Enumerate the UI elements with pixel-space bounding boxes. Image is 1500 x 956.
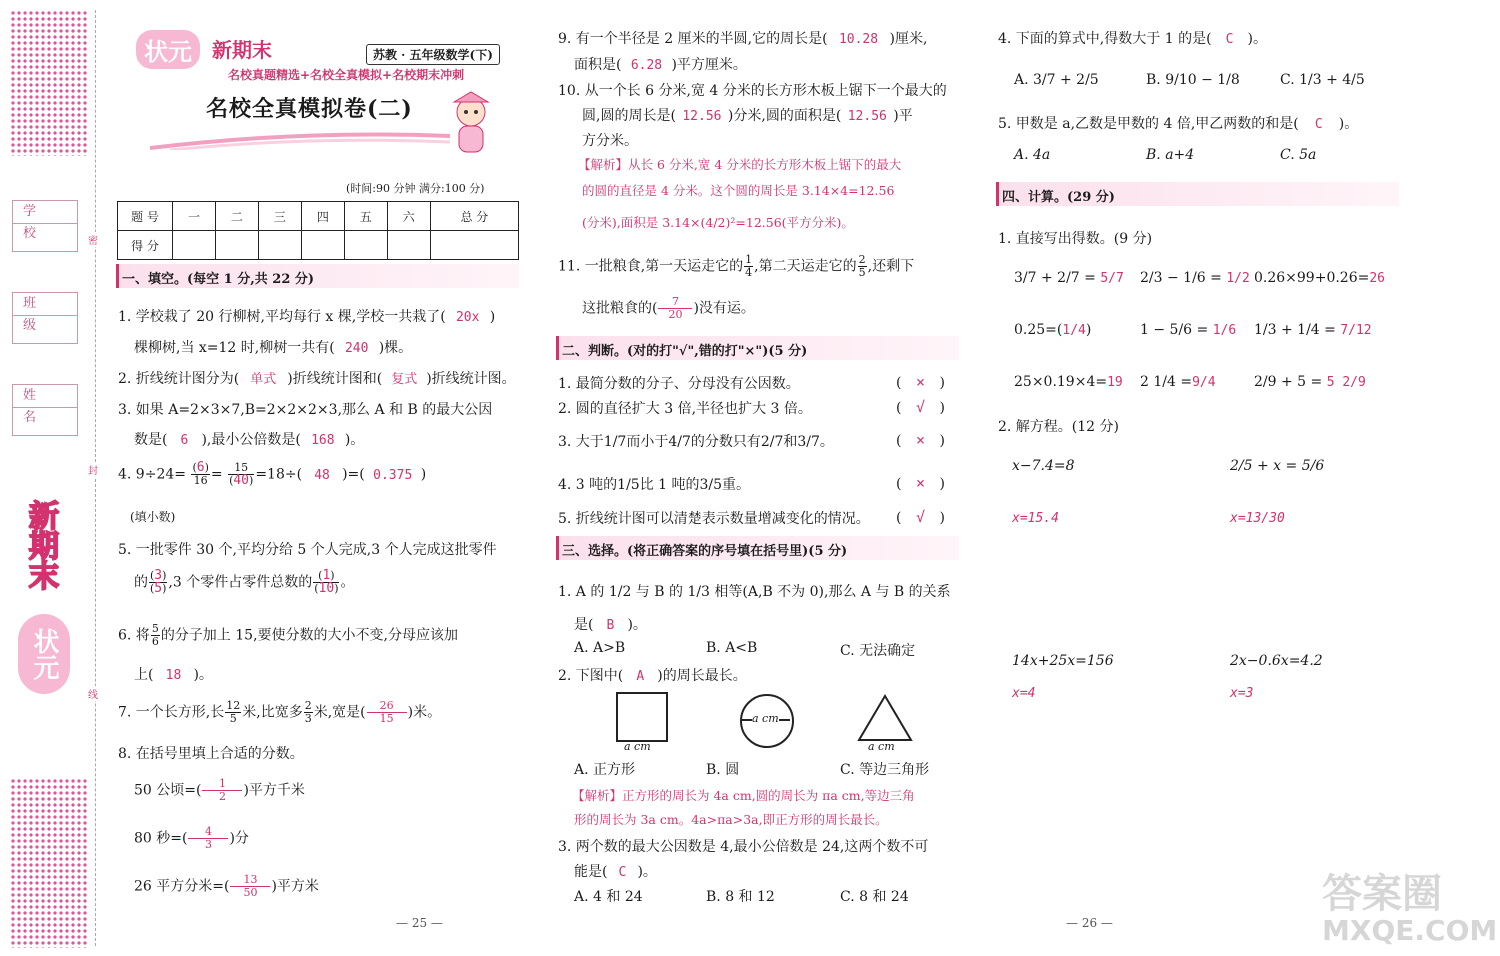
q4-line: 4. 9÷24= $\frac{(6)}{16}$ = $\frac{15}{(40)}$ =18÷( 48 )=( 0.375 ): [118, 460, 427, 488]
choice-5-answer[interactable]: C: [1314, 117, 1323, 132]
equation-4-answer[interactable]: x=3: [1230, 686, 1254, 701]
q5-fraction-2: $\frac{(1)}{(10)}$: [314, 568, 339, 596]
score-header-cell: 题 号: [118, 202, 173, 231]
equation-2-answer[interactable]: x=13/30: [1230, 511, 1285, 526]
equation-3: 14x+25x=156: [1012, 653, 1114, 669]
judge-4: 4. 3 吨的1/5比 1 吨的3/5重。: [558, 477, 751, 493]
paper-title: 名校全真模拟卷(二): [206, 96, 413, 122]
score-cell[interactable]: [173, 231, 216, 260]
score-row-label: 得 分: [118, 231, 173, 260]
choice-1-option-a[interactable]: A. A>B: [574, 640, 626, 656]
score-cell[interactable]: [258, 231, 301, 260]
seal-xian: 线: [88, 686, 98, 701]
q8b-line: 80 秒=( $\frac{4}{3}$ )分: [134, 825, 249, 851]
choice-3-answer[interactable]: C: [618, 865, 627, 880]
calc-r1c3: 0.26×99+0.26=26: [1254, 270, 1386, 286]
equation-title: 2. 解方程。(12 分): [998, 419, 1119, 435]
q11-line2: 这批粮食的( $\frac{7}{20}$ )没有运。: [582, 295, 755, 321]
choice-3-option-b[interactable]: B. 8 和 12: [706, 889, 775, 905]
name-field[interactable]: 姓 名: [12, 384, 78, 436]
score-header-cell: 总 分: [430, 202, 518, 231]
q3-line2: 数是( 6 ),最小公倍数是( 168 )。: [134, 432, 365, 448]
calc-r3c1: 25×0.19×4=19: [1014, 374, 1123, 390]
section-3-title: 三、选择。(将正确答案的序号填在括号里)(5 分): [562, 544, 848, 559]
q10-answer-2[interactable]: 12.56: [847, 109, 887, 124]
q2-line: 2. 折线统计图分为( 单式 )折线统计图和( 复式 )折线统计图。: [118, 368, 516, 388]
q8c-answer[interactable]: $\frac{13}{50}$: [230, 874, 270, 899]
seal-feng: 封: [88, 462, 98, 477]
choice-5-option-a[interactable]: A. 4a: [1014, 147, 1051, 163]
choice-5-option-b[interactable]: B. a+4: [1146, 147, 1195, 163]
section-4-title: 四、计算。(29 分): [1002, 190, 1115, 205]
score-header-cell: 三: [258, 202, 301, 231]
q2-answer-1[interactable]: 单式: [250, 372, 277, 387]
watermark-url: MXQE.COM: [1322, 914, 1498, 947]
q10-line2: 圆,圆的周长是( 12.56 )分米,圆的面积是( 12.56 )平: [582, 108, 913, 124]
calc-r3c3: 2/9 + 5 = 5 2/9: [1254, 374, 1366, 390]
choice-3-option-a[interactable]: A. 4 和 24: [574, 889, 643, 905]
choice-1-option-c[interactable]: C. 无法确定: [840, 643, 916, 659]
vertical-brand-logo: 状元: [18, 614, 70, 694]
equation-2: 2/5 + x = 5/6: [1230, 458, 1325, 474]
q8c-line: 26 平方分米=( $\frac{13}{50}$ )平方米: [134, 873, 319, 899]
choice-5-option-c[interactable]: C. 5a: [1280, 147, 1317, 163]
q3-line1: 3. 如果 A=2×3×7,B=2×2×2×3,那么 A 和 B 的最大公因: [118, 402, 493, 418]
q7-line: 7. 一个长方形,长 $\frac{12}{5}$ 米,比宽多 $\frac{2}{3}$ 米,宽是( $\frac{26}{15}$ )米。: [118, 699, 442, 725]
score-cell[interactable]: [430, 231, 518, 260]
choice-2-option-a[interactable]: A. 正方形: [574, 762, 636, 778]
q4-fraction-2: $\frac{15}{(40)}$: [229, 461, 254, 488]
score-header-cell: 二: [215, 202, 258, 231]
triangle-label: a cm: [868, 740, 895, 753]
choice-2-answer[interactable]: A: [636, 669, 645, 684]
calc-r3c2: 2 1/4 =9/4: [1140, 374, 1216, 390]
choice-3-line1: 3. 两个数的最大公因数是 4,最小公倍数是 24,这两个数不可: [558, 839, 929, 855]
score-header-cell: 六: [387, 202, 430, 231]
judge-5-bracket[interactable]: ( √ ): [896, 508, 945, 526]
judge-3: 3. 大于1/7而小于4/7的分数只有2/7和3/7。: [558, 434, 834, 450]
header-swoosh: [150, 132, 450, 150]
q10-answer-1[interactable]: 12.56: [682, 109, 722, 124]
q9-answer-2[interactable]: 6.28: [630, 58, 663, 73]
choice-3-line2: 能是( C )。: [574, 864, 657, 880]
judge-4-bracket[interactable]: ( × ): [896, 474, 945, 492]
decor-dots-bottom: [10, 778, 88, 948]
judge-1-bracket[interactable]: ( × ): [896, 373, 945, 391]
judge-2-bracket[interactable]: ( √ ): [896, 398, 945, 416]
q6-answer[interactable]: 18: [165, 668, 182, 683]
calc-r1c2: 2/3 − 1/6 = 1/2: [1140, 270, 1250, 286]
watermark-logo: 答案圈: [1322, 871, 1442, 917]
circle-label: a cm: [752, 712, 779, 725]
q10-explanation-1: 【解析】从长 6 分米,宽 4 分米的长方形木板上锯下的最大: [578, 157, 902, 172]
slogan: 名校真题精选+名校全真模拟+名校期末冲刺: [228, 68, 465, 82]
q4-answer-3[interactable]: 48: [314, 467, 330, 483]
q1-line2: 棵柳树,当 x=12 时,柳树一共有( 240 )棵。: [134, 340, 413, 356]
binding-line: [95, 10, 96, 946]
q9-line1: 9. 有一个半径是 2 厘米的半圆,它的周长是( 10.28 )厘米,: [558, 31, 928, 47]
q11-line1: 11. 一批粮食,第一天运走它的 $\frac{1}{4}$ ,第二天运走它的 $\frac{2}{5}$ ,还剩下: [558, 253, 915, 279]
q3-answer-2[interactable]: 168: [311, 433, 335, 448]
q6-line1: 6. 将 $\frac{5}{6}$ 的分子加上 15,要使分数的大小不变,分母应该加: [118, 622, 458, 648]
score-header-cell: 一: [173, 202, 216, 231]
series-name: 新期末: [212, 38, 272, 62]
score-cell[interactable]: [215, 231, 258, 260]
brand-logo: 状元: [136, 30, 200, 69]
choice-2-explanation-1: 【解析】正方形的周长为 4a cm,圆的周长为 πa cm,等边三角: [572, 788, 915, 803]
judge-5: 5. 折线统计图可以清楚表示数量增减变化的情况。: [558, 511, 870, 527]
judge-3-bracket[interactable]: ( × ): [896, 431, 945, 449]
triangle-figure: [857, 694, 913, 746]
choice-2-option-b[interactable]: B. 圆: [706, 762, 740, 778]
calc-r2c1: 0.25=(1/4): [1014, 322, 1092, 338]
calc-r2c2: 1 − 5/6 = 1/6: [1140, 322, 1237, 338]
q10-explanation-3: (分米),面积是 3.14×(4/2)²=12.56(平方分米)。: [582, 215, 854, 230]
q8-title: 8. 在括号里填上合适的分数。: [118, 746, 304, 762]
square-label: a cm: [624, 740, 651, 753]
decor-dots-top: [10, 10, 88, 156]
calc-r1c1: 3/7 + 2/7 = 5/7: [1014, 270, 1124, 286]
square-figure: [616, 692, 668, 742]
calc-r2c3: 1/3 + 1/4 = 7/12: [1254, 322, 1372, 338]
choice-4-option-a[interactable]: A. 3/7 + 2/5: [1014, 72, 1099, 88]
q5-line2: 的 $\frac{(3)}{(5)}$ ,3 个零件占零件总数的 $\frac{(1)}{(10)}$ 。: [134, 568, 355, 596]
choice-4-option-c[interactable]: C. 1/3 + 4/5: [1280, 72, 1365, 88]
equation-1: x−7.4=8: [1012, 458, 1075, 474]
equation-3-answer[interactable]: x=4: [1012, 686, 1036, 701]
section-2-title: 二、判断。(对的打"√",错的打"×")(5 分): [562, 344, 808, 359]
score-header-cell: 四: [301, 202, 344, 231]
section-1-title: 一、填空。(每空 1 分,共 22 分): [122, 272, 315, 287]
mascot-icon: [442, 88, 500, 158]
q10-line3: 方分米。: [582, 133, 638, 149]
judge-1: 1. 最简分数的分子、分母没有公因数。: [558, 376, 800, 392]
q7-answer[interactable]: $\frac{26}{15}$: [367, 700, 407, 725]
q5-line1: 5. 一批零件 30 个,平均分给 5 个人完成,3 个人完成这批零件: [118, 542, 497, 558]
judge-2: 2. 圆的直径扩大 3 倍,半径也扩大 3 倍。: [558, 401, 812, 417]
q11-answer[interactable]: $\frac{7}{20}$: [658, 296, 692, 321]
choice-4-line: 4. 下面的算式中,得数大于 1 的是( C )。: [998, 31, 1267, 47]
q2-answer-2[interactable]: 复式: [391, 372, 418, 387]
choice-2-explanation-2: 形的周长为 3a cm。4a>πa>3a,即正方形的周长最长。: [574, 812, 888, 827]
choice-1-answer[interactable]: B: [606, 618, 615, 633]
choice-1-option-b[interactable]: B. A<B: [706, 640, 758, 656]
q9-answer-1[interactable]: 10.28: [838, 32, 879, 47]
q8b-answer[interactable]: $\frac{4}{3}$: [188, 826, 228, 851]
score-cell[interactable]: [387, 231, 430, 260]
equation-4: 2x−0.6x=4.2: [1230, 653, 1323, 669]
q4-fraction-1: $\frac{(6)}{16}$: [192, 460, 209, 487]
choice-4-answer[interactable]: C: [1225, 32, 1234, 47]
q4-note: (填小数): [130, 510, 176, 524]
choice-4-option-b[interactable]: B. 9/10 − 1/8: [1146, 72, 1240, 88]
q8a-answer[interactable]: $\frac{1}{2}$: [202, 778, 242, 803]
choice-2-line: 2. 下图中( A )的周长最长。: [558, 668, 747, 684]
q10-explanation-2: 的圆的直径是 4 分米。这个圆的周长是 3.14×4=12.56: [582, 183, 895, 198]
q3-answer-1[interactable]: 6: [180, 433, 189, 448]
choice-5-line: 5. 甲数是 a,乙数是甲数的 4 倍,甲乙两数的和是( C )。: [998, 116, 1359, 132]
q8a-line: 50 公顷=( $\frac{1}{2}$ )平方千米: [134, 777, 305, 803]
q4-answer-4[interactable]: 0.375: [373, 467, 413, 483]
choice-2-option-c[interactable]: C. 等边三角形: [840, 762, 930, 778]
q9-line2: 面积是( 6.28 )平方厘米。: [574, 57, 747, 73]
time-score-note: (时间:90 分钟 满分:100 分): [346, 182, 485, 195]
q5-fraction-1: $\frac{(3)}{(5)}$: [150, 568, 167, 596]
score-table: [117, 201, 519, 260]
score-cell[interactable]: [301, 231, 344, 260]
q1-answer-2[interactable]: 240: [344, 341, 369, 356]
seal-mi: 密: [88, 232, 98, 247]
school-field[interactable]: 学 校: [12, 200, 78, 252]
class-field[interactable]: 班 级: [12, 292, 78, 344]
page-number-25: — 25 —: [396, 916, 443, 930]
choice-1-line1: 1. A 的 1/2 与 B 的 1/3 相等(A,B 不为 0),那么 A 与 B 的关系: [558, 584, 951, 600]
q1-answer-1[interactable]: 20x: [455, 310, 480, 325]
q6-line2: 上( 18 )。: [134, 667, 213, 683]
q10-line1: 10. 从一个长 6 分米,宽 4 分米的长方形木板上锯下一个最大的: [558, 83, 947, 99]
q1-line1: 1. 学校栽了 20 行柳树,平均每行 x 棵,学校一共栽了( 20x ): [118, 309, 496, 325]
score-header-cell: 五: [344, 202, 387, 231]
choice-1-line2: 是( B )。: [574, 617, 647, 633]
calc-direct-title: 1. 直接写出得数。(9 分): [998, 231, 1153, 247]
choice-3-option-c[interactable]: C. 8 和 24: [840, 889, 909, 905]
vertical-series-title: 新期末: [23, 500, 58, 590]
page-number-26: — 26 —: [1066, 916, 1113, 930]
equation-1-answer[interactable]: x=15.4: [1012, 511, 1059, 526]
score-cell[interactable]: [344, 231, 387, 260]
grade-tag: 苏教 · 五年级数学(下): [366, 44, 500, 65]
